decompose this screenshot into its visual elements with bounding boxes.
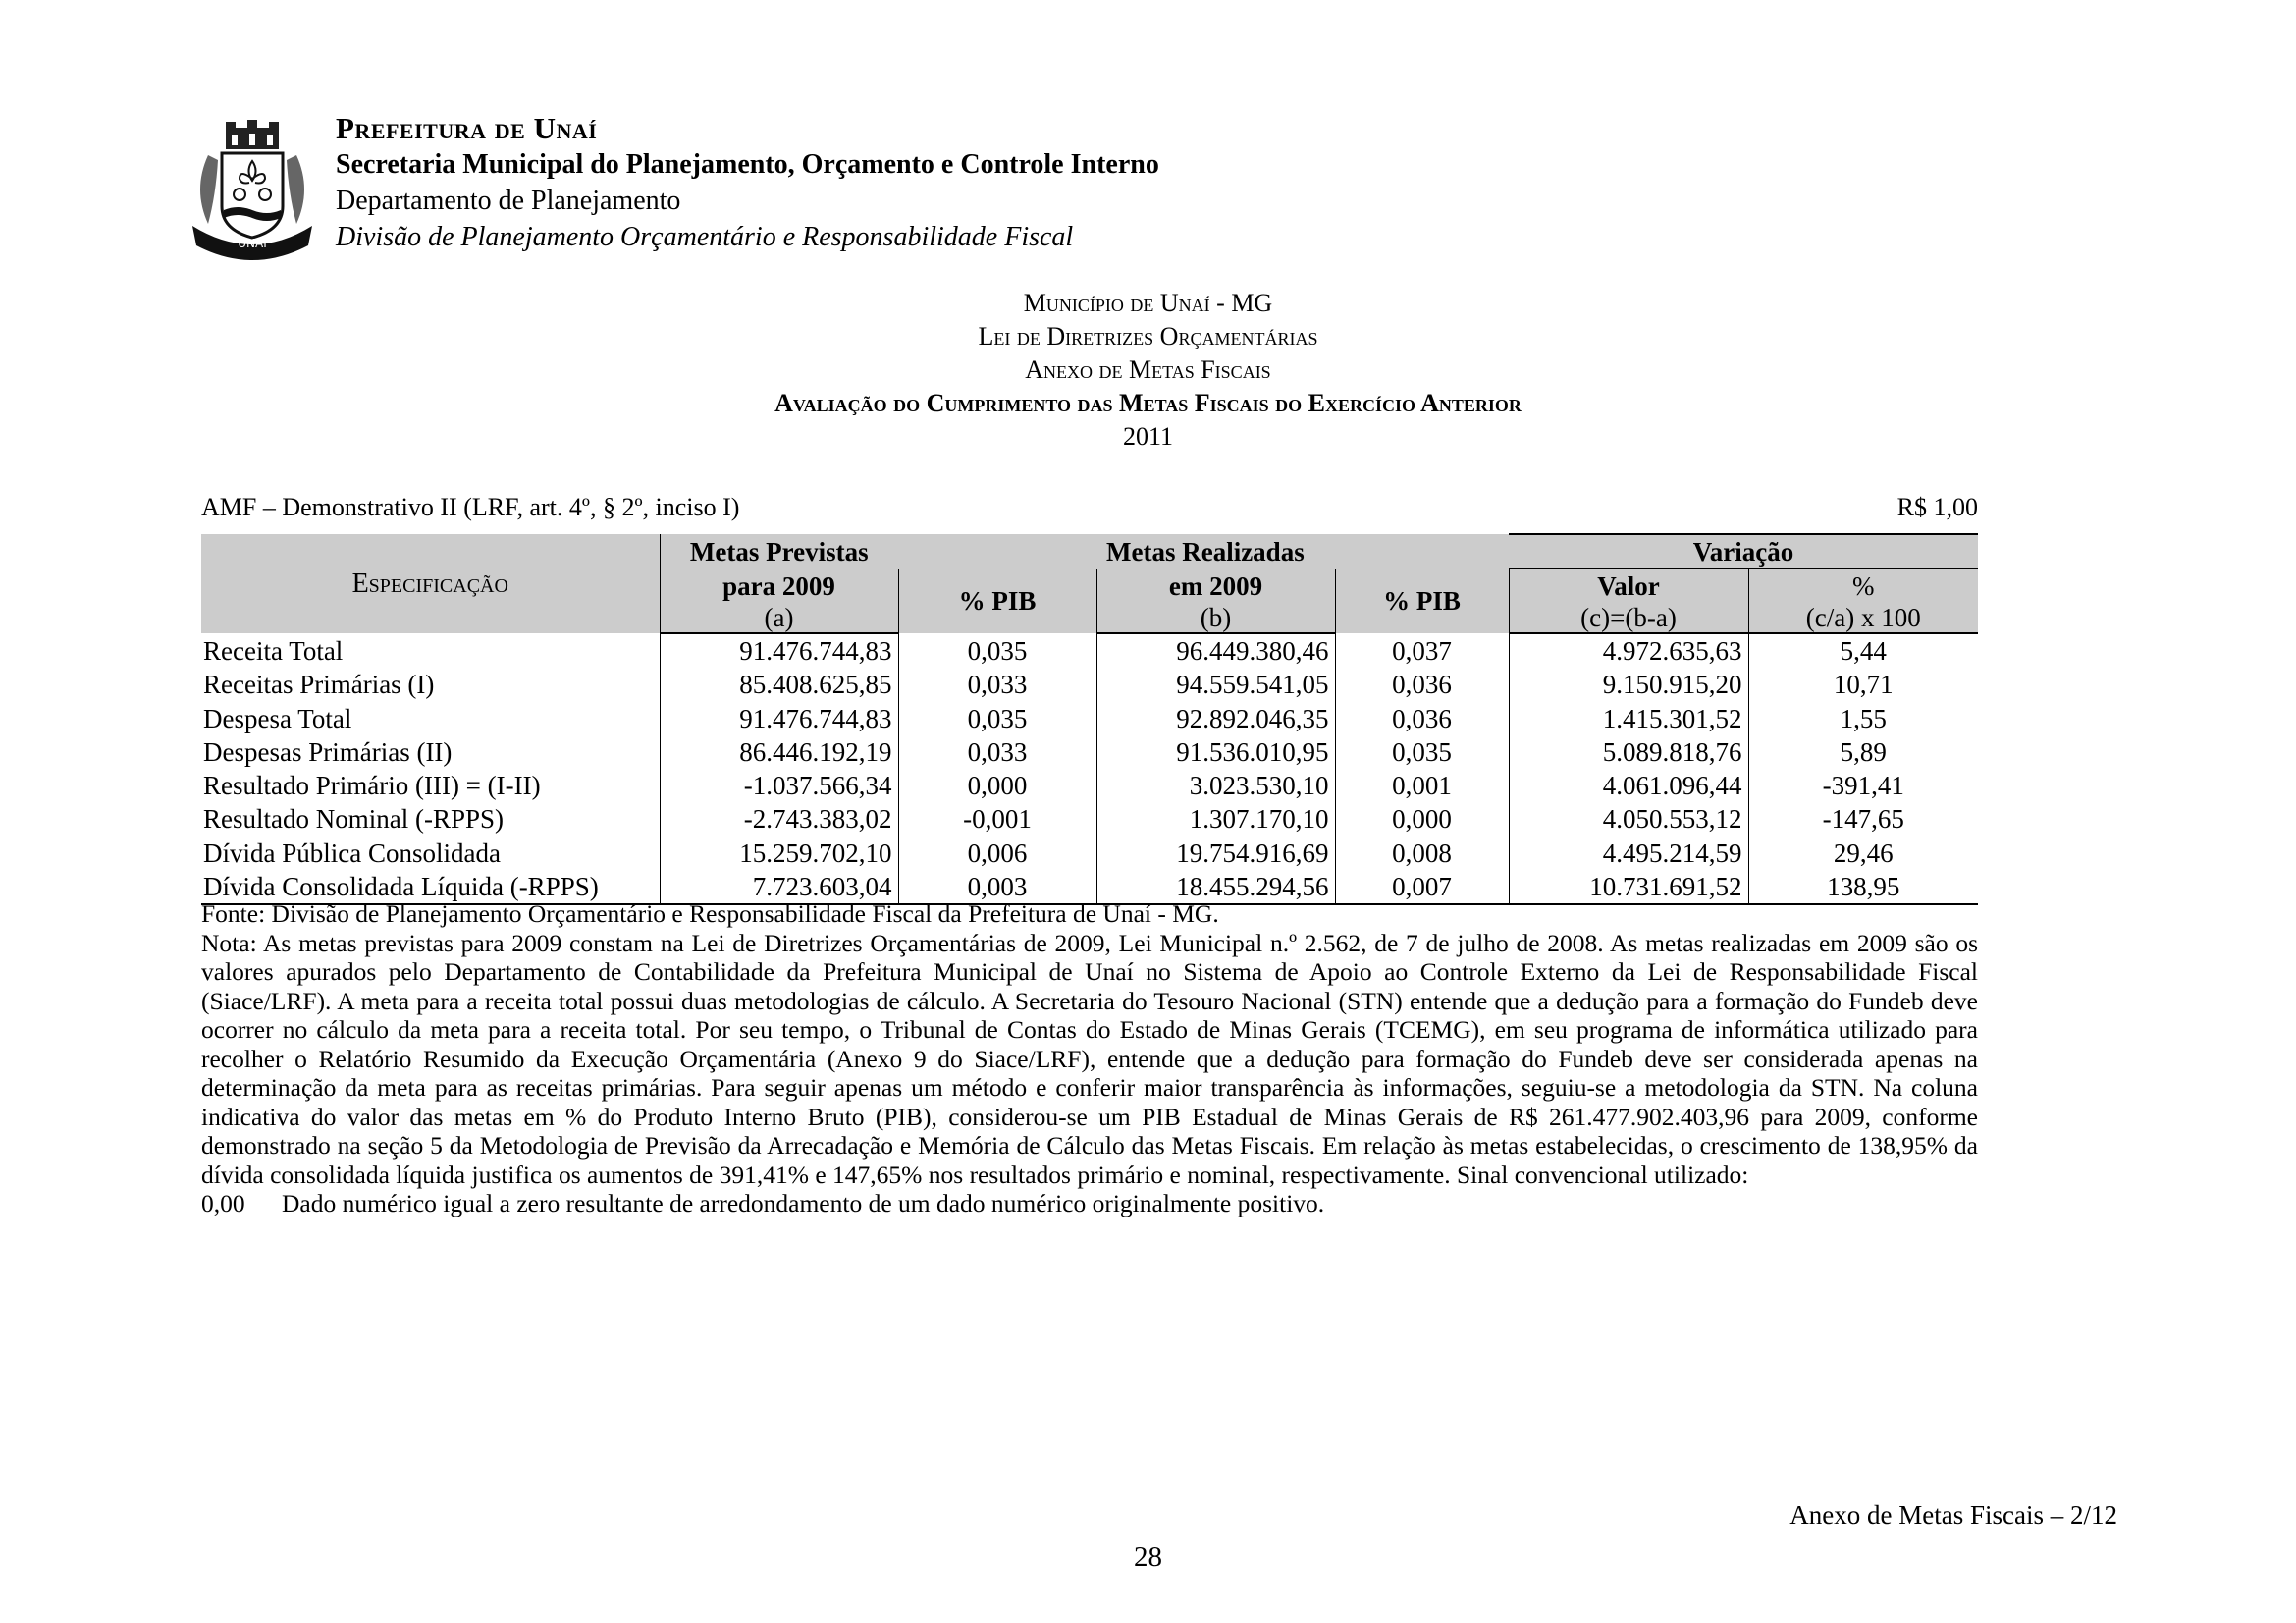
header-pct-formula: (c/a) x 100 [1805, 603, 1921, 632]
cell-valor: 4.495.214,59 [1509, 837, 1748, 870]
cell-prev: 85.408.625,85 [660, 668, 898, 701]
svg-text:UNAÍ: UNAÍ [238, 237, 267, 250]
title-ano: 2011 [1122, 422, 1174, 451]
title-anexo: Anexo de Metas Fiscais [1025, 355, 1271, 384]
cell-prev: 91.476.744,83 [660, 702, 898, 735]
title-lei: Lei de Diretrizes Orçamentárias [978, 322, 1318, 351]
cell-pib-real: 0,008 [1335, 837, 1509, 870]
divisao-name: Divisão de Planejamento Orçamentário e Responsabilidade Fiscal [336, 222, 1074, 252]
currency-unit: R$ 1,00 [1896, 493, 1978, 521]
cell-pib-real: 0,037 [1335, 633, 1509, 668]
cell-prev: -2.743.383,02 [660, 802, 898, 836]
cell-pib-prev: 0,006 [898, 837, 1096, 870]
cell-pib-real: 0,036 [1335, 702, 1509, 735]
cell-real: 92.892.046,35 [1096, 702, 1335, 735]
source-note: Fonte: Divisão de Planejamento Orçamentário e Responsabilidade Fiscal da Prefeitura de Unaí - MG. [201, 899, 1219, 928]
explanatory-note: Nota: As metas previstas para 2009 constam na Lei de Diretrizes Orçamentárias de 2009, Lei Municipal n.º 2.562, de 7 de julho de 2008. As metas realizadas em 2009 são os valores apurados pelo Departamento de Contabilidade da Prefeitura Municipal de Unaí no Sistema de Apoio ao Controle Externo da Lei de Responsabilidade Fiscal (Siace/LRF). A meta para a receita total possui duas metodologias de cálculo. A Secretaria do Tesouro Nacional (STN) entende que a dedução para a formação do Fundeb deve ocorrer no cálculo da meta para a receita total. Por seu tempo, o Tribunal de Contas do Estado de Minas Gerais (TCEMG), em seu programa de informática utilizado para recolher o Relatório Resumido da Execução Orçamentária (Anexo 9 do Siace/LRF), entende que a dedução para formação do Fundeb deve ser considerada apenas na determinação da meta para as receitas primárias. Para seguir apenas um método e conferir maior transparência às informações, seguiu-se a metodologia da STN. Na coluna indicativa do valor das metas em % do Produto Interno Bruto (PIB), considerou-se um PIB Estadual de Minas Gerais de R$ 261.477.902.403,96 para 2009, conforme demonstrado na seção 5 da Metodologia de Previsão da Arrecadação e Memória de Cálculo das Metas Fiscais. Em relação às metas estabelecidas, o crescimento de 138,95% da dívida consolidada líquida justifica os aumentos de 391,41% e 147,65% nos resultados primário e nominal, respectivamente. Sinal convencional utilizado: [201, 928, 1978, 1189]
cell-pib-real: 0,000 [1335, 802, 1509, 836]
cell-spec: Despesas Primárias (II) [203, 736, 453, 767]
cell-real: 19.754.916,69 [1096, 837, 1335, 870]
cell-pct: 5,44 [1748, 633, 1978, 668]
cell-pib-real: 0,036 [1335, 668, 1509, 701]
cell-pib-real: 0,035 [1335, 735, 1509, 769]
cell-valor: 4.050.553,12 [1509, 802, 1748, 836]
cell-valor: 9.150.915,20 [1509, 668, 1748, 701]
cell-spec: Receitas Primárias (I) [203, 670, 435, 700]
prefeitura-name: Prefeitura de Unaí [336, 111, 598, 145]
header-percent: % [1748, 569, 1978, 604]
cell-pct: 1,55 [1748, 702, 1978, 735]
coat-of-arms-icon [179, 116, 326, 263]
cell-real: 96.449.380,46 [1096, 633, 1335, 668]
cell-spec: Resultado Nominal (-RPPS) [203, 804, 505, 835]
header-especificacao: Especificação [201, 534, 660, 633]
cell-valor: 4.972.635,63 [1509, 633, 1748, 668]
letterhead [179, 110, 1455, 267]
cell-real: 91.536.010,95 [1096, 735, 1335, 769]
footer-section-label: Anexo de Metas Fiscais – 2/12 [1789, 1500, 2117, 1530]
header-metas-previstas: Metas Previstas [660, 534, 898, 569]
cell-valor: 10.731.691,52 [1509, 870, 1748, 904]
table-row [201, 633, 1978, 668]
cell-real: 1.307.170,10 [1096, 802, 1335, 836]
cell-spec: Despesa Total [203, 703, 352, 733]
cell-pib-prev: 0,035 [898, 633, 1096, 668]
signal-description: Dado numérico igual a zero resultante de arredondamento de um dado numérico originalmente positivo. [282, 1189, 1325, 1217]
header-metas-realizadas: Metas Realizadas [1096, 534, 1509, 569]
table-notes [201, 899, 1978, 1218]
cell-pib-prev: 0,035 [898, 702, 1096, 735]
header-b: (b) [1200, 603, 1232, 632]
page-number: 28 [1134, 1542, 1162, 1573]
signal-symbol: 0,00 [201, 1189, 245, 1217]
header-para-2009: para 2009 [660, 569, 898, 604]
cell-prev: 7.723.603,04 [660, 870, 898, 904]
cell-prev: -1.037.566,34 [660, 769, 898, 802]
cell-pct: 10,71 [1748, 668, 1978, 701]
cell-real: 3.023.530,10 [1096, 769, 1335, 802]
cell-spec: Resultado Primário (III) = (I-II) [203, 771, 541, 801]
cell-spec: Receita Total [203, 635, 344, 666]
cell-real: 94.559.541,05 [1096, 668, 1335, 701]
header-em-2009: em 2009 [1096, 569, 1335, 604]
cell-prev: 86.446.192,19 [660, 735, 898, 769]
table-row [201, 837, 1978, 870]
table-row [201, 769, 1978, 802]
header-variacao: Variação [1509, 534, 1978, 569]
conventional-signal [201, 1189, 1978, 1218]
table-row [201, 802, 1978, 836]
secretaria-name: Secretaria Municipal do Planejamento, Orçamento e Controle Interno [336, 149, 1159, 180]
cell-pct: -147,65 [1748, 802, 1978, 836]
table-row [201, 702, 1978, 735]
cell-pib-prev: 0,033 [898, 668, 1096, 701]
demonstrativo-label: AMF – Demonstrativo II (LRF, art. 4º, § 2º, inciso I) [201, 493, 740, 521]
header-pib-realizadas: % PIB [1335, 569, 1509, 634]
cell-valor: 1.415.301,52 [1509, 702, 1748, 735]
cell-pib-real: 0,007 [1335, 870, 1509, 904]
cell-pct: 29,46 [1748, 837, 1978, 870]
header-c-formula: (c)=(b-a) [1580, 603, 1677, 632]
cell-pib-prev: 0,033 [898, 735, 1096, 769]
cell-pib-prev: -0,001 [898, 802, 1096, 836]
title-avaliacao: Avaliação do Cumprimento das Metas Fiscais do Exercício Anterior [774, 389, 1522, 417]
cell-pib-prev: 0,003 [898, 870, 1096, 904]
cell-pct: 5,89 [1748, 735, 1978, 769]
cell-pib-prev: 0,000 [898, 769, 1096, 802]
cell-real: 18.455.294,56 [1096, 870, 1335, 904]
cell-pib-real: 0,001 [1335, 769, 1509, 802]
cell-valor: 5.089.818,76 [1509, 735, 1748, 769]
departamento-name: Departamento de Planejamento [336, 186, 681, 216]
header-pib-previstas: % PIB [898, 569, 1096, 634]
cell-spec: Dívida Pública Consolidada [203, 838, 501, 868]
table-row [201, 668, 1978, 701]
cell-valor: 4.061.096,44 [1509, 769, 1748, 802]
cell-pct: 138,95 [1748, 870, 1978, 904]
document-titles [0, 287, 2296, 454]
cell-prev: 15.259.702,10 [660, 837, 898, 870]
title-municipio: Município de Unaí - MG [1023, 289, 1273, 317]
cell-pct: -391,41 [1748, 769, 1978, 802]
header-valor: Valor [1509, 569, 1748, 604]
cell-spec: Dívida Consolidada Líquida (-RPPS) [201, 870, 660, 904]
header-a: (a) [764, 603, 794, 632]
table-row [201, 735, 1978, 769]
fiscal-targets-table [201, 533, 1978, 905]
cell-prev: 91.476.744,83 [660, 633, 898, 668]
